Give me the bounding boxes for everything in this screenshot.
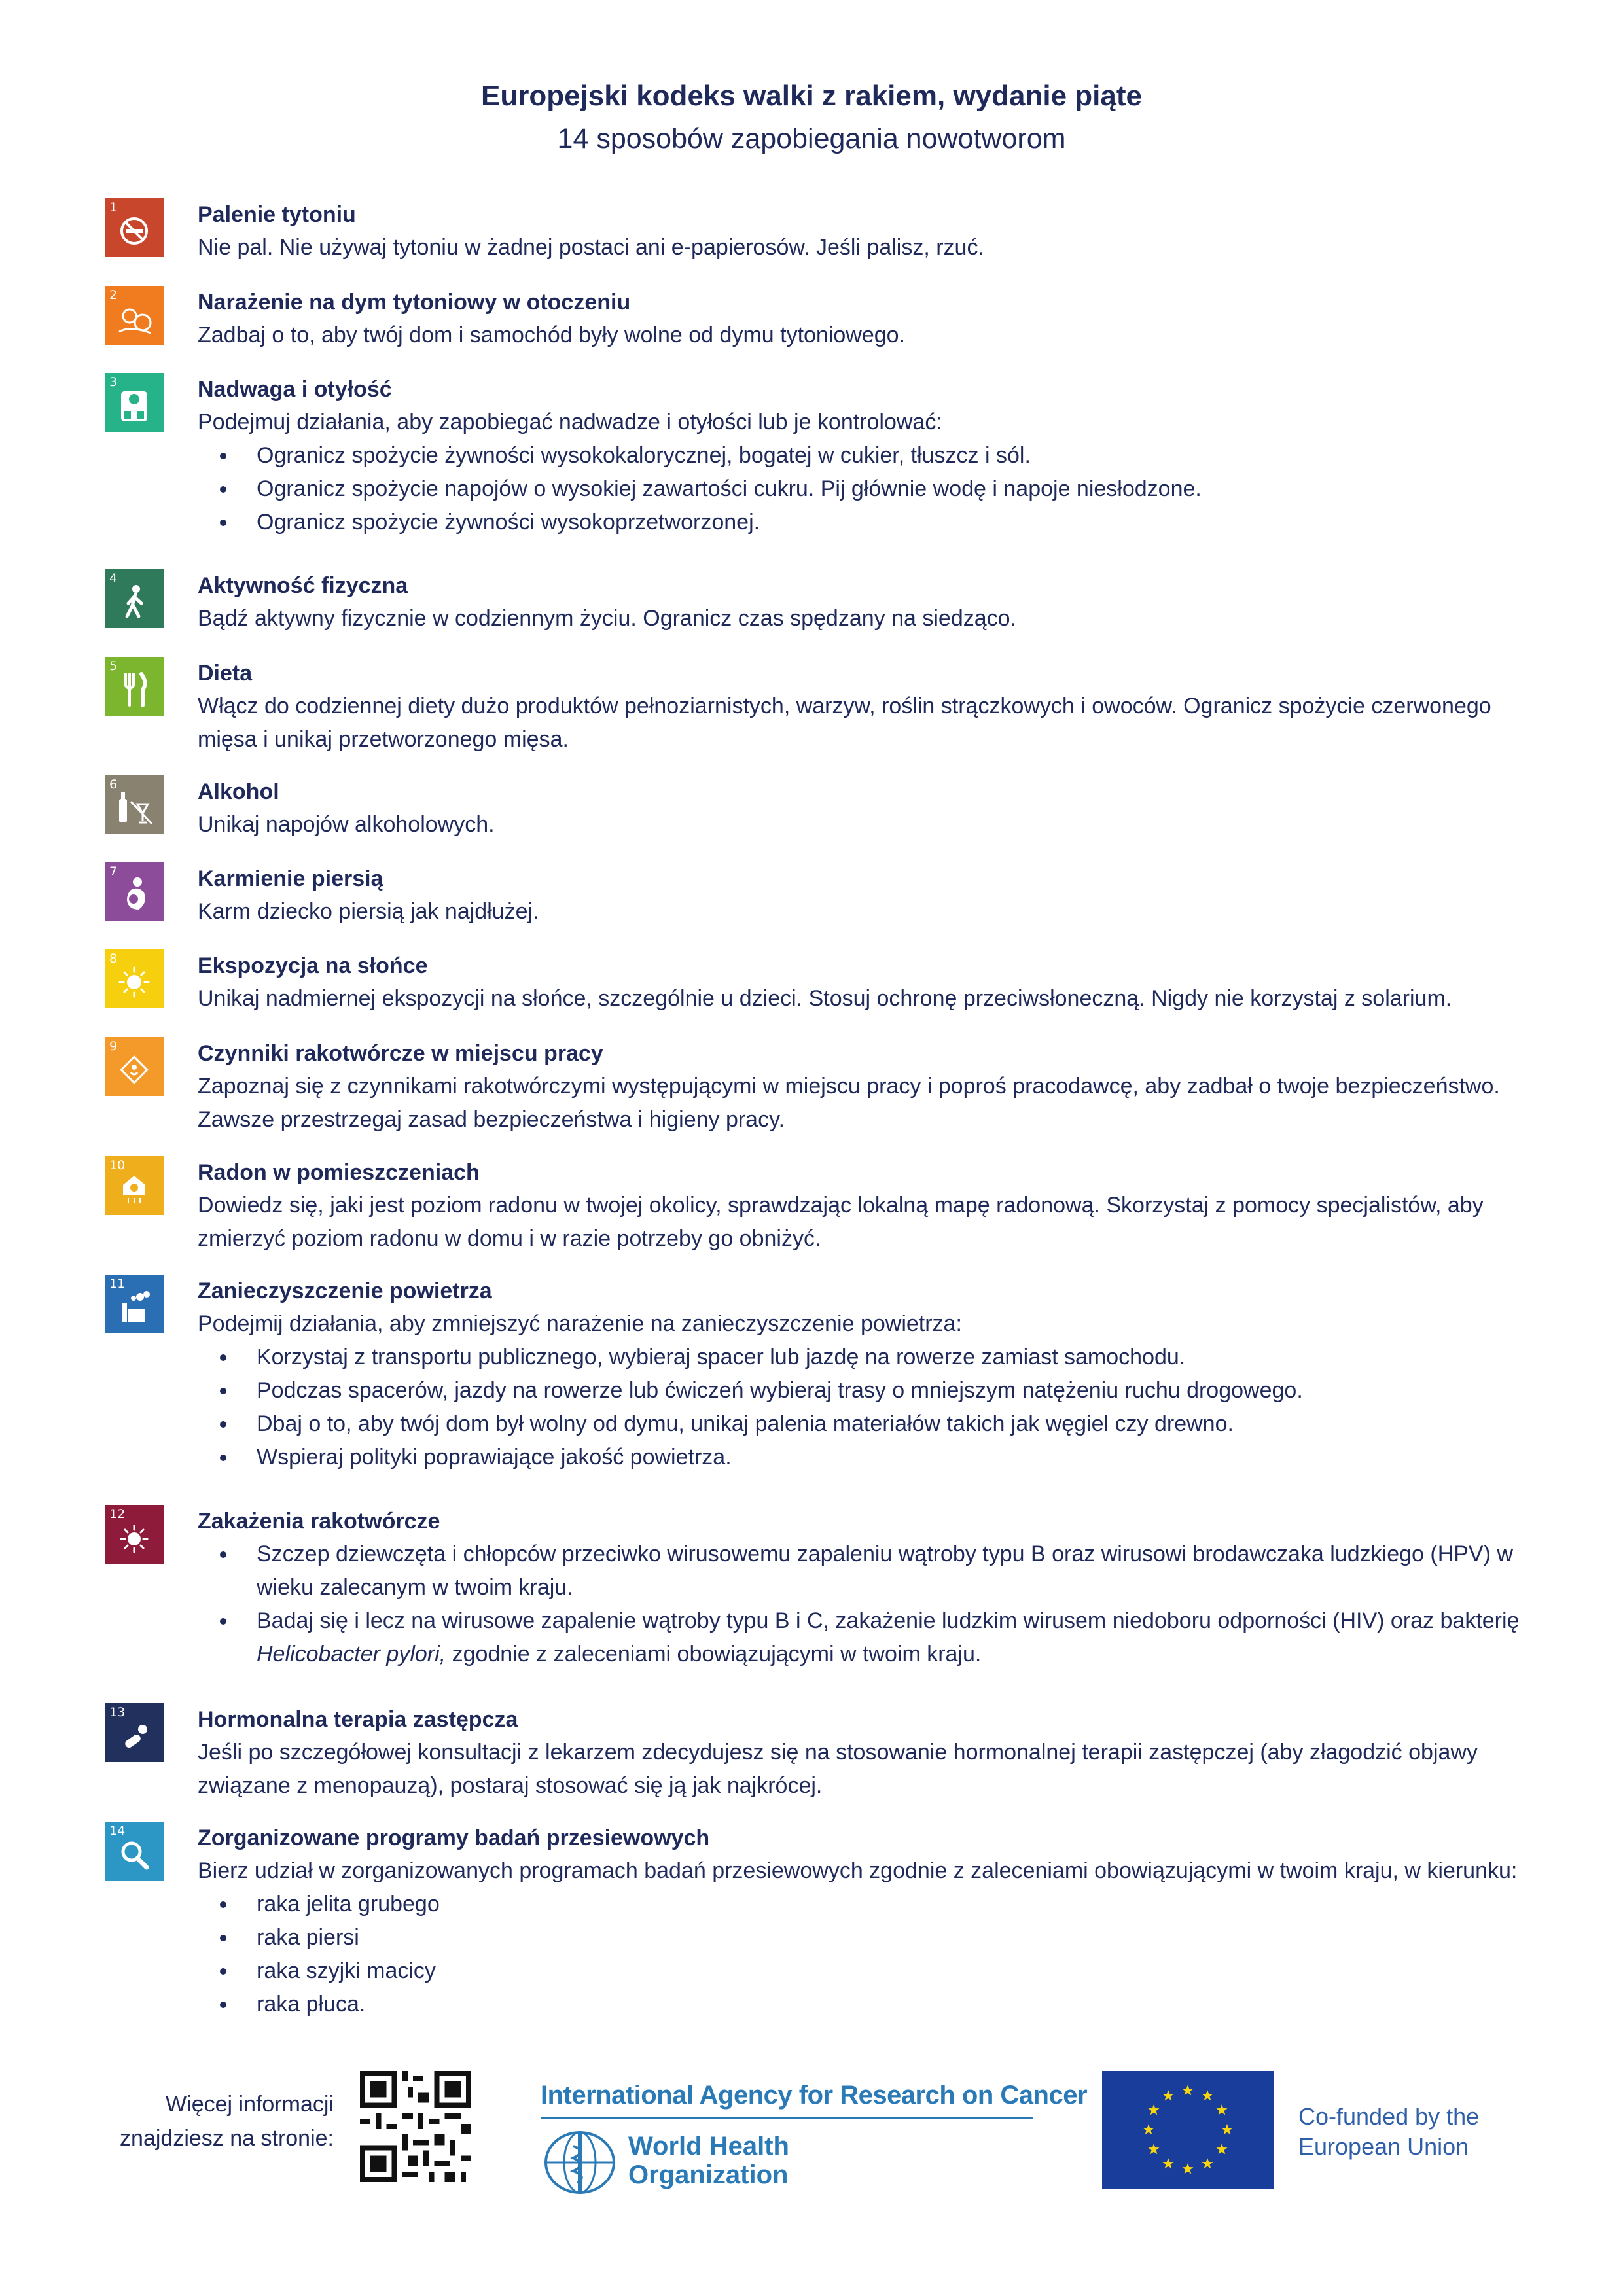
page-title: Europejski kodeks walki z rakiem, wydanie piąte (481, 80, 1142, 112)
item-title: Dieta (198, 661, 253, 686)
item-number: 1 (109, 200, 118, 215)
bullet-list (198, 1888, 1546, 2021)
item-number: 10 (109, 1158, 126, 1173)
item-number: 12 (109, 1507, 126, 1521)
bullet-list (198, 439, 1546, 539)
more-info-text (98, 2087, 334, 2155)
item-title: Nadwaga i otyłość (198, 377, 392, 402)
item-text: Zapoznaj się z czynnikami rakotwórczymi występującymi w miejscu pracy i poproś pracodawcę, aby zadbał o twoje bezpieczeństwo. Zawsze przestrzegaj zasad bezpieczeństwa i higieny pracy. (198, 1074, 1500, 1132)
item-number: 8 (109, 951, 118, 966)
who-line-1: World Health (628, 2132, 789, 2161)
bullet-list (198, 1538, 1546, 1671)
item-title: Zorganizowane programy badań przesiewowych (198, 1826, 710, 1850)
item-title: Aktywność fizyczna (198, 573, 408, 598)
item-title: Narażenie na dym tytoniowy w otoczeniu (198, 290, 631, 315)
item-number: 7 (109, 864, 118, 879)
sun-icon (105, 949, 164, 1008)
item-title: Zanieczyszczenie powietrza (198, 1279, 492, 1303)
virus-icon (105, 1505, 164, 1564)
item-title: Ekspozycja na słońce (198, 953, 428, 978)
qr-code-icon[interactable] (360, 2071, 471, 2182)
item-number: 3 (109, 375, 118, 389)
list-item: Ogranicz spożycie napojów o wysokiej zawartości cukru. Pij głównie wodę i napoje niesłodzone. (198, 472, 1546, 506)
scale-icon (105, 373, 164, 432)
item-number: 6 (109, 777, 118, 792)
item-text: Unikaj nadmiernej ekspozycji na słońce, szczególnie u dzieci. Stosuj ochronę przeciwsłoneczną. Nigdy nie korzystaj z solarium. (198, 986, 1452, 1011)
item-title: Palenie tytoniu (198, 202, 356, 227)
list-item: Ogranicz spożycie żywności wysokokalorycznej, bogatej w cukier, tłuszcz i sól. (198, 439, 1546, 472)
page-subtitle: 14 sposobów zapobiegania nowotworom (557, 123, 1066, 154)
item-number: 13 (109, 1705, 126, 1720)
iarc-divider (541, 2117, 1033, 2119)
more-info-line-2: znajdziesz na stronie: (120, 2126, 334, 2151)
iarc-logo-text: International Agency for Research on Cancer (541, 2081, 1088, 2110)
item-text: Nie pal. Nie używaj tytoniu w żadnej postaci ani e-papierosów. Jeśli palisz, rzuć. (198, 235, 984, 260)
item-title: Czynniki rakotwórcze w miejscu pracy (198, 1041, 603, 1066)
item-text: Bądź aktywny fizycznie w codziennym życiu. Ogranicz czas spędzany na siedząco. (198, 606, 1016, 631)
bullet-list (198, 1341, 1546, 1474)
item-number: 2 (109, 288, 118, 302)
item-title: Alkohol (198, 779, 279, 804)
hazard-icon (105, 1037, 164, 1096)
item-text: Podejmuj działania, aby zapobiegać nadwadze i otyłości lub je kontrolować: (198, 410, 942, 434)
item-text: Włącz do codziennej diety dużo produktów pełnoziarnistych, warzyw, roślin strączkowych i owoców. Ogranicz spożycie czerwonego mięsa i unikaj przetworzonego mięsa. (198, 694, 1491, 752)
item-title: Zakażenia rakotwórcze (198, 1509, 440, 1534)
breastfeeding-icon (105, 862, 164, 921)
list-item: Dbaj o to, aby twój dom był wolny od dymu, unikaj palenia materiałów takich jak węgiel czy drewno. (198, 1407, 1546, 1441)
item-text: Unikaj napojów alkoholowych. (198, 812, 495, 837)
item-number: 11 (109, 1277, 126, 1291)
who-line-2: Organization (628, 2161, 789, 2189)
list-item: raka płuca. (198, 1988, 1546, 2021)
list-item: Podczas spacerów, jazdy na rowerze lub ćwiczeń wybieraj trasy o mniejszym natężeniu ruchu drogowego. (198, 1374, 1546, 1407)
walking-person-icon (105, 569, 164, 628)
who-logo-text (628, 2132, 789, 2189)
radon-house-icon (105, 1156, 164, 1215)
list-item: Ogranicz spożycie żywności wysokoprzetworzonej. (198, 506, 1546, 539)
no-alcohol-icon (105, 775, 164, 834)
fork-knife-icon (105, 657, 164, 716)
list-item: raka piersi (198, 1921, 1546, 1954)
eu-line-2: European Union (1298, 2133, 1469, 2160)
list-item: raka szyjki macicy (198, 1954, 1546, 1988)
item-title: Karmienie piersią (198, 866, 383, 891)
more-info-line-1: Więcej informacji (166, 2092, 334, 2117)
secondhand-smoke-icon (105, 286, 164, 345)
no-smoking-icon (105, 198, 164, 257)
pills-icon (105, 1703, 164, 1762)
eu-cofunded-text (1298, 2102, 1479, 2162)
item-text: Dowiedz się, jaki jest poziom radonu w twojej okolicy, sprawdzając lokalną mapę radonową. Skorzystaj z pomocy specjalistów, aby zmierzyć poziom radonu w domu i w razie potrzeby go obniżyć. (198, 1193, 1484, 1251)
item-text: Jeśli po szczegółowej konsultacji z lekarzem zdecydujesz się na stosowanie hormonalnej terapii zastępczej (aby złagodzić objawy związane z menopauzą), postaraj stosować się ją jak najkrócej. (198, 1740, 1478, 1798)
air-pollution-icon (105, 1275, 164, 1333)
item-text: Karm dziecko piersią jak najdłużej. (198, 899, 539, 924)
list-item: Korzystaj z transportu publicznego, wybieraj spacer lub jazdę na rowerze zamiast samochodu. (198, 1341, 1546, 1374)
item-title: Hormonalna terapia zastępcza (198, 1707, 518, 1732)
item-text: Zadbaj o to, aby twój dom i samochód były wolne od dymu tytoniowego. (198, 323, 906, 347)
item-text: Bierz udział w zorganizowanych programach badań przesiewowych zgodnie z zaleceniami obowiązującymi w twoim kraju, w kierunku: (198, 1858, 1518, 1883)
list-item: Szczep dziewczęta i chłopców przeciwko wirusowemu zapaleniu wątroby typu B oraz wirusowi brodawczaka ludzkiego (HPV) w wieku zalecanym w twoim kraju. (198, 1538, 1546, 1604)
item-text: Podejmij działania, aby zmniejszyć narażenie na zanieczyszczenie powietrza: (198, 1311, 962, 1336)
footer (0, 2061, 1623, 2218)
eu-flag-icon (1102, 2071, 1274, 2189)
list-item: Wspieraj polityki poprawiające jakość powietrza. (198, 1441, 1546, 1474)
who-emblem-icon (541, 2127, 619, 2199)
item-number: 9 (109, 1039, 118, 1053)
item-title: Radon w pomieszczeniach (198, 1160, 480, 1185)
list-item: Badaj się i lecz na wirusowe zapalenie wątroby typu B i C, zakażenie ludzkim wirusem niedoboru odporności (HIV) oraz bakterię Helicobacter pylori, zgodnie z zaleceniami obowiązującymi w twoim kraju. (198, 1604, 1546, 1671)
magnifier-icon (105, 1822, 164, 1881)
eu-line-1: Co-funded by the (1298, 2103, 1480, 2130)
list-item: raka jelita grubego (198, 1888, 1546, 1921)
item-number: 4 (109, 571, 118, 586)
item-number: 14 (109, 1824, 126, 1838)
item-number: 5 (109, 659, 118, 673)
